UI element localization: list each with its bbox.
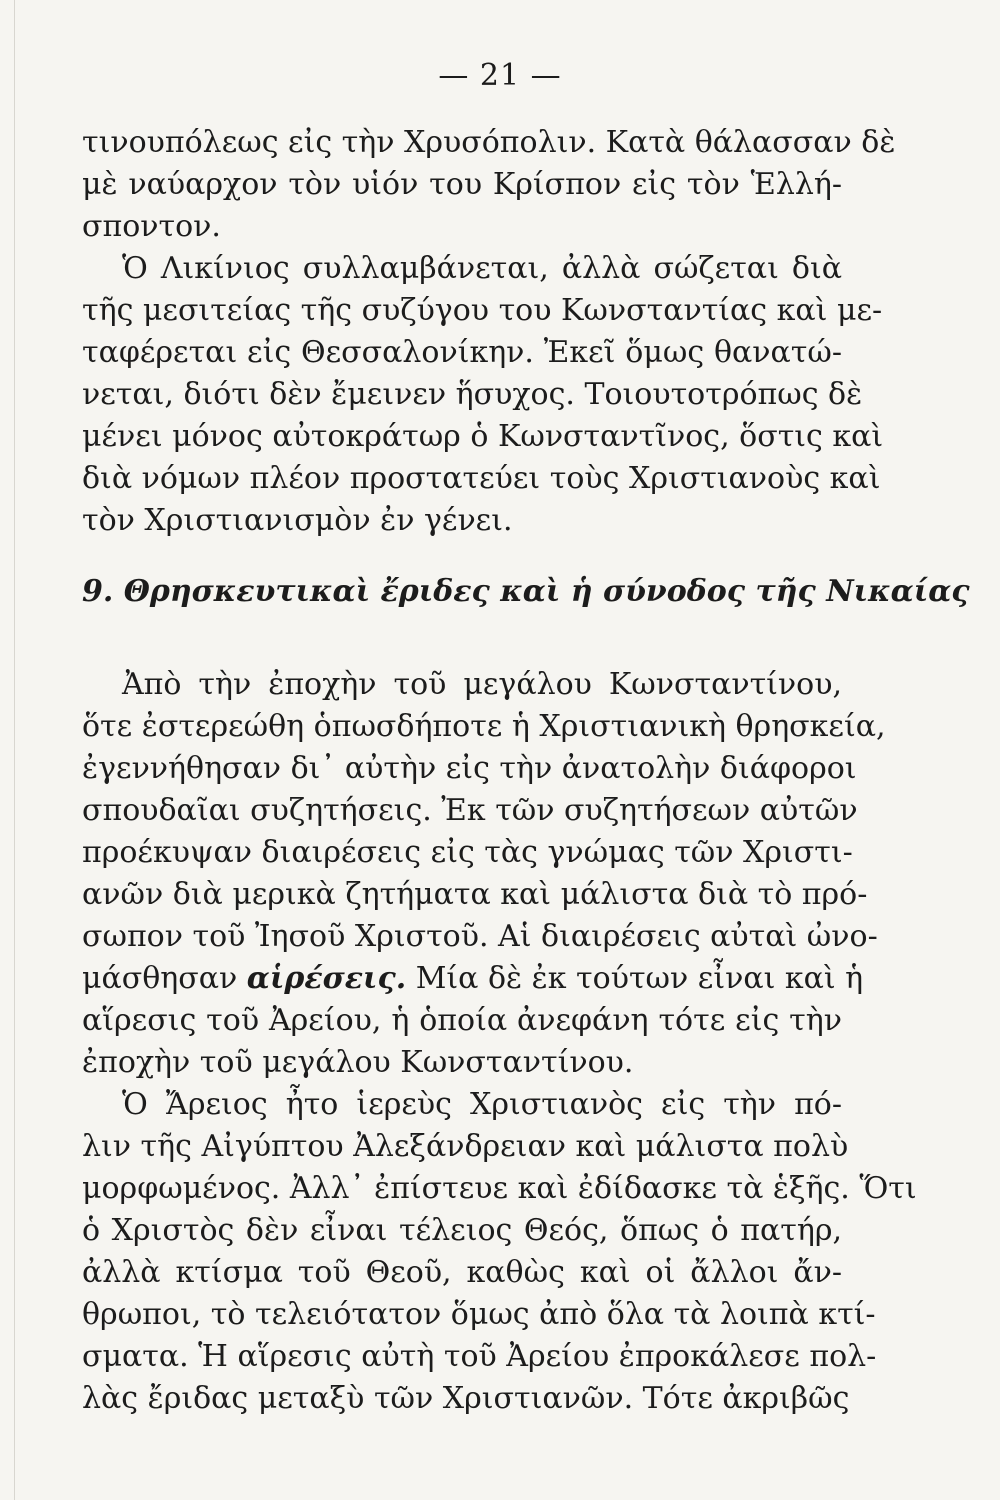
page-number: — 21 — [438,58,562,93]
page-fold-line [14,0,15,1500]
text-line: ἐποχὴν τοῦ μεγάλου Κωνσταντίνου. [82,1045,634,1080]
text-line: νεται, διότι δὲν ἔμεινεν ἥσυχος. Τοιουτοτρόπως δὲ [82,377,863,412]
section-heading: 9. Θρησκευτικαὶ ἔριδες καὶ ἡ σύνοδος τῆς Νικαίας [82,574,970,609]
text-line: τινουπόλεως εἰς τὴν Χρυσόπολιν. Κατὰ θάλασσαν δὲ [82,125,896,160]
text-line: μὲ ναύαρχον τὸν υἱόν του Κρίσπον εἰς τὸν Ἑλλή- [82,167,842,202]
text-line: Ὁ Ἄρειος ἦτο ἱερεὺς Χριστιανὸς εἰς τὴν πό- [122,1087,842,1122]
text-line: σματα. Ἡ αἵρεσις αὐτὴ τοῦ Ἀρείου ἐπροκάλεσε πολ- [82,1339,877,1374]
text-line: λιν τῆς Αἰγύπτου Ἀλεξάνδρειαν καὶ μάλιστα πολὺ [82,1129,849,1164]
term-suffix: Μία δὲ ἐκ τούτων εἶναι καὶ ἡ [406,961,864,996]
text-line: προέκυψαν διαιρέσεις εἰς τὰς γνώμας τῶν Χριστι- [82,835,853,870]
text-line: σποντον. [82,209,221,244]
text-line: ἐγεννήθησαν δι᾽ αὐτὴν εἰς τὴν ἀνατολὴν διάφοροι [82,751,857,786]
text-line: Ὁ Λικίνιος συλλαμβάνεται, ἀλλὰ σώζεται διὰ [122,251,842,286]
text-line: αἵρεσις τοῦ Ἀρείου, ἡ ὁποία ἀνεφάνη τότε εἰς τὴν [82,1003,842,1038]
text-line: διὰ νόμων πλέον προστατεύει τοὺς Χριστιανοὺς καὶ [82,461,881,496]
text-line: ταφέρεται εἰς Θεσσαλονίκην. Ἐκεῖ ὅμως θανατώ- [82,335,842,370]
text-line: τὸν Χριστιανισμὸν ἐν γένει. [82,503,513,538]
text-line: θρωποι, τὸ τελειότατον ὅμως ἀπὸ ὅλα τὰ λοιπὰ κτί- [82,1297,876,1332]
term-heresies: αἱρέσεις. [246,961,407,996]
text-line: μορφωμένος. Ἀλλ᾽ ἐπίστευε καὶ ἐδίδασκε τὰ ἑξῆς. Ὅτι [82,1171,917,1206]
text-line: σωπον τοῦ Ἰησοῦ Χριστοῦ. Αἱ διαιρέσεις αὐταὶ ὠνο- [82,919,878,954]
text-line: λὰς ἔριδας μεταξὺ τῶν Χριστιανῶν. Τότε ἀκριβῶς [82,1381,850,1416]
term-prefix: μάσθησαν [82,961,247,996]
paragraph-heresies [82,664,917,1420]
text-line: ἀλλὰ κτίσμα τοῦ Θεοῦ, καθὼς καὶ οἱ ἄλλοι ἄν- [82,1255,842,1290]
text-line-with-term [82,958,864,1000]
paragraph-licinius [82,122,896,542]
text-line: ὅτε ἐστερεώθη ὁπωσδήποτε ἡ Χριστιανικὴ θρησκεία, [82,709,886,744]
text-line: ανῶν διὰ μερικὰ ζητήματα καὶ μάλιστα διὰ τὸ πρό- [82,877,868,912]
text-line: σπουδαῖαι συζητήσεις. Ἐκ τῶν συζητήσεων αὐτῶν [82,793,858,828]
text-line: ὁ Χριστὸς δὲν εἶναι τέλειος Θεός, ὅπως ὁ πατήρ, [82,1213,842,1248]
text-line: μένει μόνος αὐτοκράτωρ ὁ Κωνσταντῖνος, ὅστις καὶ [82,419,884,454]
text-line: τῆς μεσιτείας τῆς συζύγου του Κωνσταντίας καὶ με- [82,293,883,328]
text-line: Ἀπὸ τὴν ἐποχὴν τοῦ μεγάλου Κωνσταντίνου, [122,667,842,702]
